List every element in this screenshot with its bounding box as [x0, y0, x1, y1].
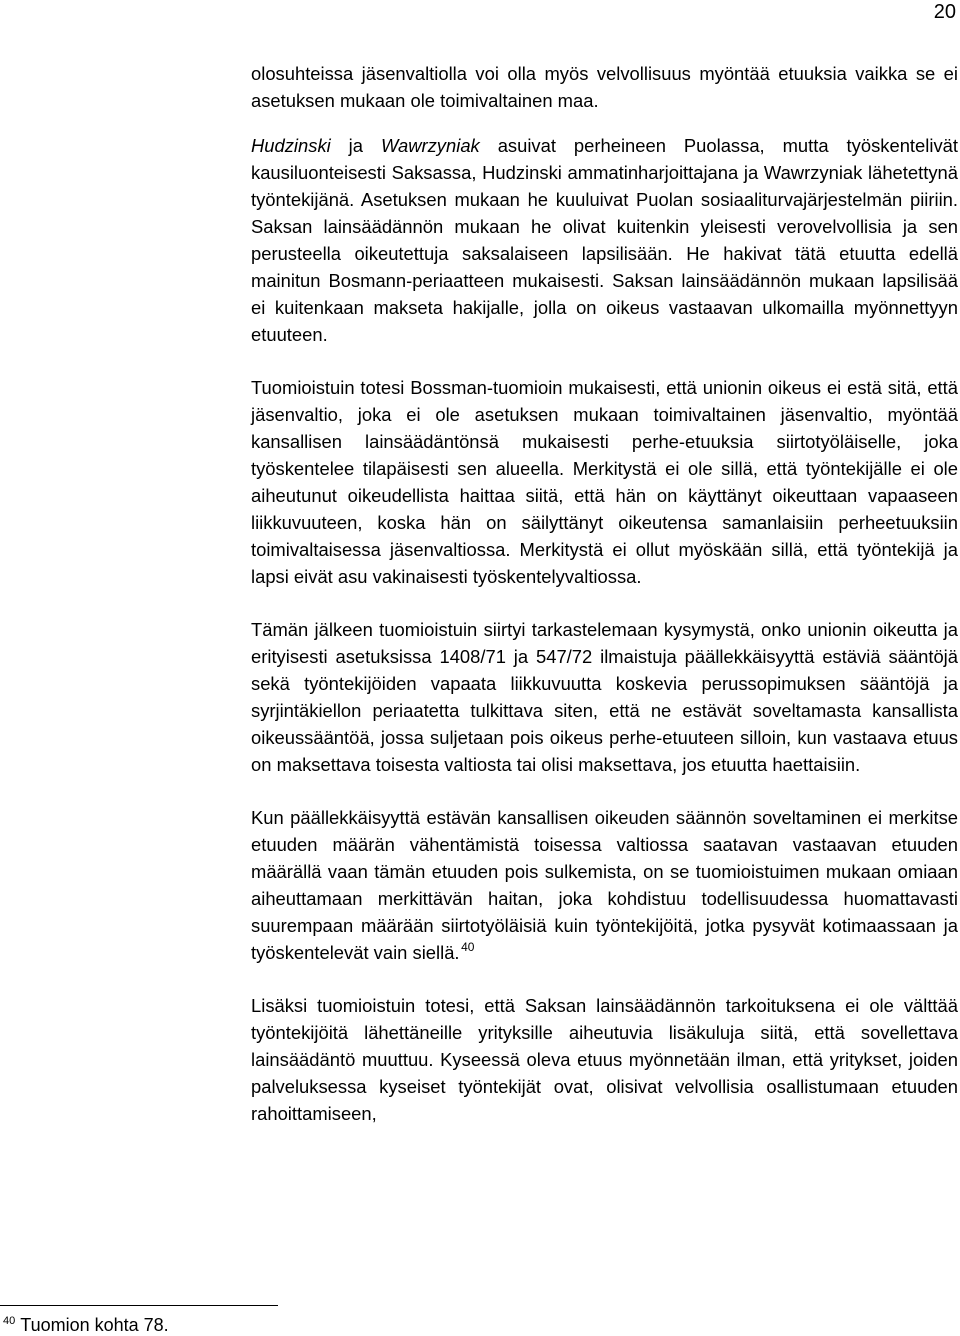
paragraph: olosuhteissa jäsenvaltiolla voi olla myös velvollisuus myöntää etuuksia vaikka se ei asetuksen mukaan ole toimivaltainen maa. — [251, 63, 958, 111]
footnote-text: Tuomion kohta 78. — [20, 1315, 169, 1335]
footnote-marker: 40 — [3, 1315, 16, 1327]
footnote-divider — [0, 1305, 278, 1306]
case-name: Hudzinski — [251, 135, 331, 156]
body-text — [251, 60, 958, 1127]
paragraph: Tuomioistuin totesi Bossman-tuomioin mukaisesti, että unionin oikeus ei estä sitä, että jäsenvaltio, joka ei ole asetuksen mukaan toimivaltainen jäsenvaltio, myöntää kansallisen lainsäädäntönsä mukaisesti perhe-etuuksia siirtotyöläiselle, joka työskentelee tilapäisesti sen alueella. Merkitystä ei ole sillä, että työntekijälle ei ole aiheutunut oikeudellista haittaa siitä, että hän on käyttänyt oikeuttaan vapaaseen liikkuvuuteen, koska hän on säilyttänyt oikeutensa samanlaisiin perheetuuksiin toimivaltaisessa jäsenvaltiossa. Merkitystä ei ollut myöskään sillä, että työntekijä ja lapsi eivät asu vakinaisesti työskentelyvaltiossa. — [251, 377, 958, 587]
paragraph-text: asuivat perheineen Puolassa, mutta työskentelivät kausiluonteisesti Saksassa, Hudzinski ammatinharjoittajana ja Wawrzyniak lähetettynä työntekijänä. Asetuksen mukaan he kuuluivat Puolan sosiaaliturvajärjestelmän piiriin. Saksan lainsäädännön mukaan he olivat kuitenkin yleisesti verovelvollisia ja sen perusteella oikeutettuja saksalaiseen lapsilisään. He hakivat tätä etuutta edellä mainitun Bosmann-periaatteen mukaisesti. Saksan lainsäädännön mukaan lapsilisää ei kuitenkaan makseta hakijalle, jolla on oikeus vastaavan ulkomailla myönnettyyn etuuteen. — [251, 135, 958, 345]
page-number: 20 — [933, 1, 956, 23]
paragraph — [251, 132, 958, 348]
footnote-reference[interactable]: 40 — [461, 940, 475, 954]
paragraph-text: Kun päällekkäisyyttä estävän kansallisen oikeuden säännön soveltaminen ei merkitse etuuden määrän vähentämistä toisessa valtiossa saatavan vastaavan etuuden määrällä vaan tämän etuuden pois sulkemista, on se tuomioistuimen mukaan omiaan aiheuttamaan merkittävän haitan, joka kohdistuu todellisuudessa huomattavasti suurempaan määrään siirtotyöläisiä kuin työntekijöitä, jotka pysyvät kotimaassaan ja työskentelevät vain siellä. — [251, 807, 958, 963]
paragraph: Tämän jälkeen tuomioistuin siirtyi tarkastelemaan kysymystä, onko unionin oikeutta ja erityisesti asetuksissa 1408/71 ja 547/72 ilmaistuja päällekkäisyyttä estäviä sääntöjä sekä työntekijöiden vapaata liikkuvuutta koskevia perussopimuksen sääntöjä ja syrjintäkiellon periaatetta tulkittava siten, että ne estävät soveltamasta kansallista oikeussääntöä, jossa suljetaan pois oikeus perhe-etuuteen silloin, kun vastaava etuus on maksettava toisesta valtiosta tai olisi maksettava, jos etuutta haettaisiin. — [251, 619, 958, 775]
footnote — [3, 1314, 169, 1336]
case-name: Wawrzyniak — [380, 135, 480, 156]
paragraph: Lisäksi tuomioistuin totesi, että Saksan lainsäädännön tarkoituksena ei ole välttää työntekijöitä lähettäneille yrityksille aiheutuvia lisäkuluja siitä, että sovellettava lainsäädäntö muuttuu. Kyseessä oleva etuus myönnetään ilman, että yritykset, joiden palveluksessa kyseiset työntekijät ovat, olisivat velvollisia osallistumaan etuuden rahoittamiseen, — [251, 995, 958, 1124]
conjunction: ja — [330, 135, 381, 156]
paragraph — [251, 804, 958, 966]
